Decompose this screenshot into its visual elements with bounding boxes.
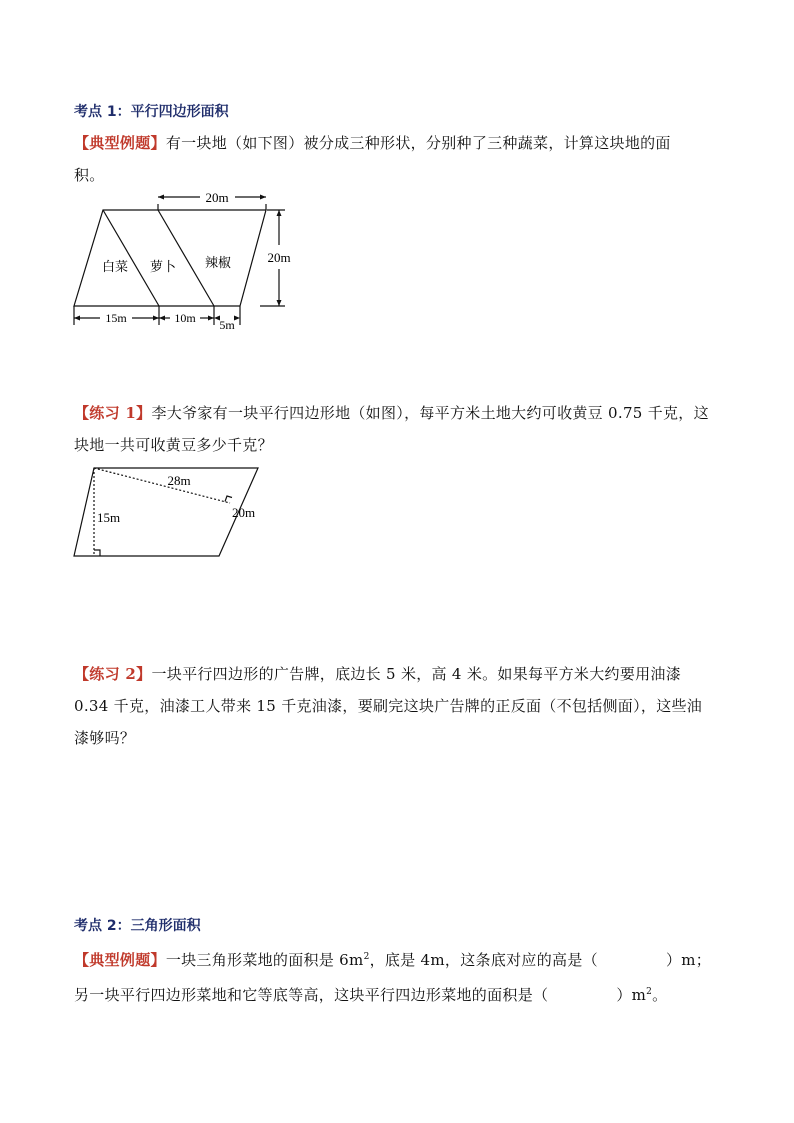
figure1-bottom-10m: 10m — [174, 311, 196, 325]
figure2-diagonal-label: 28m — [167, 473, 191, 488]
exercise2-line3: 漆够吗？ — [74, 729, 136, 747]
example2-line1-a: 一块三角形菜地的面积是 6m — [165, 951, 364, 969]
figure2-side-label: 20m — [232, 505, 256, 520]
example2-line1-c: ）m； — [665, 951, 712, 969]
figure2-diagonal-line — [94, 468, 230, 503]
figure-land-division — [60, 185, 320, 335]
example2-line2-a: 另一块平行四边形菜地和它等底等高，这块平行四边形菜地的面积是（ — [74, 986, 549, 1004]
figure1-bottom-15m: 15m — [105, 311, 127, 325]
section1-title: 考点 1：平行四边形面积 — [74, 104, 229, 120]
exercise2-line2: 0.34 千克，油漆工人带来 15 千克油漆，要刷完这块广告牌的正反面（不包括侧面），这些油 — [74, 697, 703, 715]
example1-text — [74, 127, 734, 191]
example1-tag: 【典型例题】 — [74, 134, 166, 152]
exercise2-tag: 【练习 2】 — [74, 665, 152, 683]
exercise1-text — [74, 397, 734, 461]
figure1-region-luobo: 萝卜 — [149, 259, 177, 274]
example2-tag: 【典型例题】 — [74, 951, 166, 969]
figure-parallelogram-field — [65, 460, 285, 565]
section2-title: 考点 2：三角形面积 — [74, 918, 201, 934]
figure1-region-baicai: 白菜 — [101, 259, 129, 274]
figure1-outline — [74, 210, 266, 306]
exercise1-line1: 李大爷家有一块平行四边形地（如图），每平方米土地大约可收黄豆 0.75 千克，这 — [151, 404, 709, 422]
exercise1-tag: 【练习 1】 — [74, 404, 152, 422]
exercise2-line1: 一块平行四边形的广告牌，底边长 5 米，高 4 米。如果每平方米大约要用油漆 — [151, 665, 682, 683]
example2-text — [74, 941, 754, 1011]
example1-line2: 积。 — [74, 166, 105, 184]
figure1-top-label: 20m — [205, 190, 229, 205]
example2-line2-b: ）m — [616, 986, 647, 1004]
figure2-height-label: 15m — [97, 510, 121, 525]
example2-line1-b: ，底是 4m，这条底对应的高是（ — [369, 951, 598, 969]
exercise1-line2: 块地一共可收黄豆多少千克？ — [74, 436, 273, 454]
example2-line2-sup: 2 — [646, 987, 653, 997]
figure1-divider-1 — [103, 210, 159, 306]
exercise2-text — [74, 658, 754, 754]
example2-line1-sup: 2 — [363, 952, 370, 962]
example2-line2-c: 。 — [652, 986, 668, 1004]
figure1-region-lajiao: 辣椒 — [204, 255, 232, 270]
example1-line1: 有一块地（如下图）被分成三种形状，分别种了三种蔬菜，计算这块地的面 — [165, 134, 671, 152]
figure1-height-label: 20m — [267, 250, 291, 265]
figure1-bottom-5m: 5m — [219, 318, 235, 332]
